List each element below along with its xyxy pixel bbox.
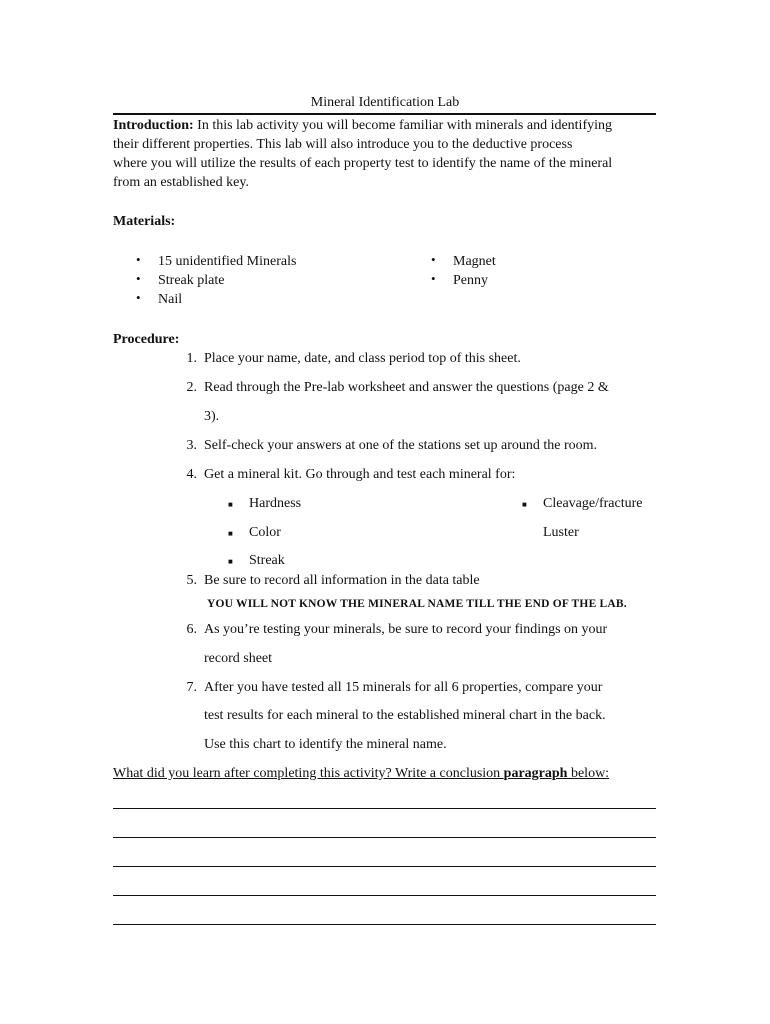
step-number: 3.: [186, 438, 197, 453]
document-title: Mineral Identification Lab: [310, 95, 460, 110]
square-bullet-icon: ■: [228, 500, 233, 509]
square-bullet-icon: ■: [522, 500, 527, 509]
property-item: Color: [249, 525, 281, 540]
intro-label: Introduction:: [113, 118, 194, 133]
material-item: 15 unidentified Minerals: [158, 254, 297, 269]
step-text: As you’re testing your minerals, be sure to record your findings on your: [204, 622, 608, 637]
procedure-heading: Procedure:: [113, 332, 180, 347]
step-text: Be sure to record all information in the data table: [204, 573, 480, 588]
intro-line-3: where you will utilize the results of each property test to identify the name of the mineral: [113, 156, 613, 171]
square-bullet-icon: ■: [228, 529, 233, 538]
intro-line-2: their different properties. This lab will also introduce you to the deductive process: [113, 137, 573, 152]
answer-line[interactable]: [113, 895, 656, 896]
conclusion-prompt-end: below:: [567, 766, 610, 781]
answer-line[interactable]: [113, 808, 656, 809]
step-text: Place your name, date, and class period top of this sheet.: [204, 351, 521, 366]
conclusion-prompt-text: What did you learn after completing this activity? Write a conclusion: [113, 766, 504, 781]
answer-line[interactable]: [113, 866, 656, 867]
answer-line[interactable]: [113, 924, 656, 925]
intro-line-1: [113, 118, 612, 134]
material-item: Nail: [158, 292, 183, 307]
step-text: Use this chart to identify the mineral name.: [204, 737, 447, 752]
answer-line[interactable]: [113, 837, 656, 838]
square-bullet-icon: ■: [228, 557, 233, 566]
property-item: Luster: [543, 525, 579, 540]
materials-heading: Materials:: [113, 214, 176, 229]
bullet-icon: •: [431, 271, 436, 286]
caps-warning-note: YOU WILL NOT KNOW THE MINERAL NAME TILL THE END OF THE LAB.: [207, 598, 627, 610]
bullet-icon: •: [136, 271, 141, 286]
intro-line-4: from an established key.: [113, 175, 249, 190]
step-text: Get a mineral kit. Go through and test each mineral for:: [204, 467, 516, 482]
bullet-icon: •: [431, 252, 436, 267]
bullet-icon: •: [136, 252, 141, 267]
step-number: 6.: [186, 622, 197, 637]
step-text: test results for each mineral to the established mineral chart in the back.: [204, 708, 606, 723]
property-item: Streak: [249, 553, 285, 568]
step-text: record sheet: [204, 651, 273, 666]
title-underline: [113, 113, 656, 115]
step-number: 4.: [186, 467, 197, 482]
step-number: 2.: [186, 380, 197, 395]
material-item: Streak plate: [158, 273, 225, 288]
bullet-icon: •: [136, 290, 141, 305]
step-text: 3).: [204, 409, 220, 424]
material-item: Penny: [453, 273, 488, 288]
step-text: After you have tested all 15 minerals for all 6 properties, compare your: [204, 680, 603, 695]
step-number: 1.: [186, 351, 197, 366]
conclusion-prompt: [113, 766, 609, 782]
step-number: 7.: [186, 680, 197, 695]
step-number: 5.: [186, 573, 197, 588]
step-text: Self-check your answers at one of the stations set up around the room.: [204, 438, 598, 453]
intro-text-1: In this lab activity you will become familiar with minerals and identifying: [193, 118, 613, 133]
property-item: Cleavage/fracture: [543, 496, 643, 511]
conclusion-prompt-emphasis: paragraph: [503, 766, 568, 781]
step-text: Read through the Pre-lab worksheet and answer the questions (page 2 &: [204, 380, 609, 395]
material-item: Magnet: [453, 254, 496, 269]
property-item: Hardness: [249, 496, 302, 511]
